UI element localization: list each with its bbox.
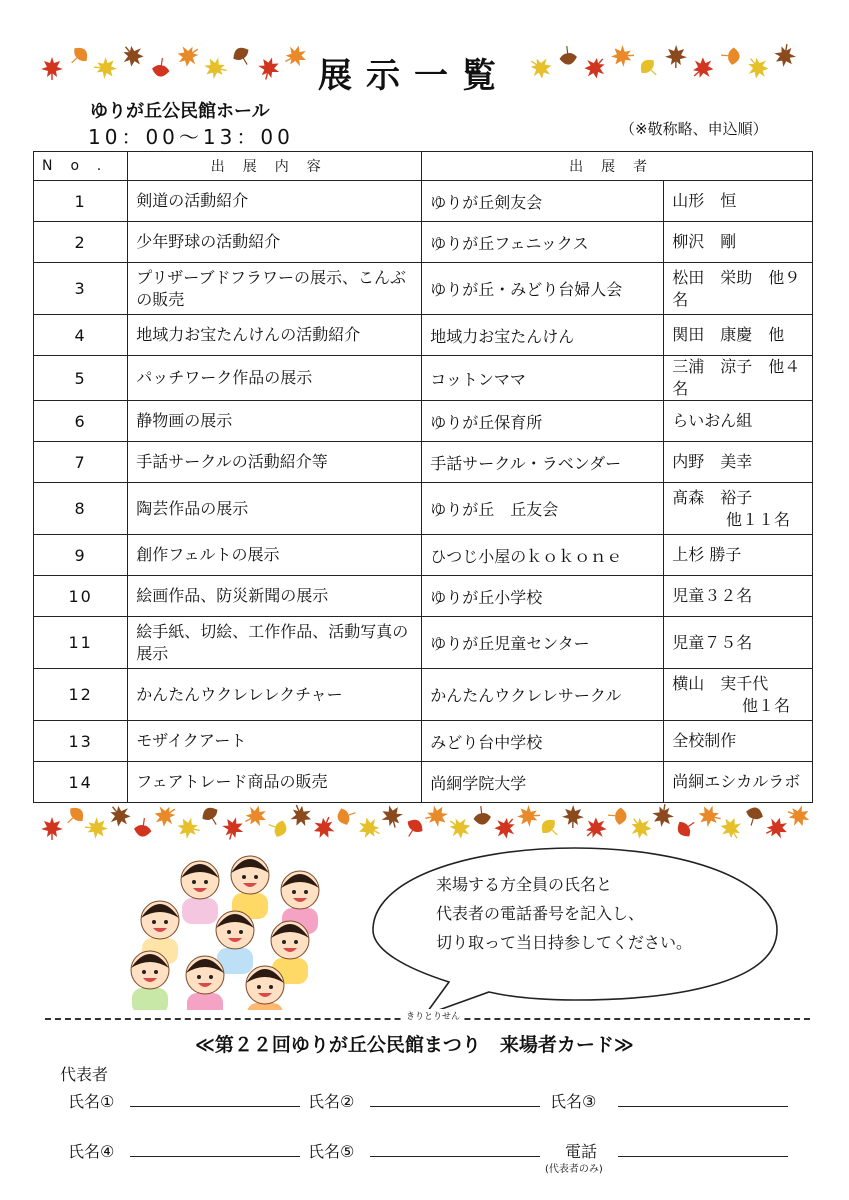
name2-field[interactable] xyxy=(370,1106,540,1107)
representative-name: 児童７５名 xyxy=(672,632,753,652)
autumn-leaf-icon xyxy=(203,56,227,84)
autumn-leaf-icon xyxy=(787,804,811,832)
row-content: 剣道の活動紹介 xyxy=(128,181,422,222)
table-row xyxy=(34,617,813,669)
row-representative xyxy=(664,721,813,762)
name4-field[interactable] xyxy=(130,1156,300,1157)
table-row xyxy=(34,535,813,576)
row-content: 地域力お宝たんけんの活動紹介 xyxy=(128,315,422,356)
table-body xyxy=(34,181,813,803)
ginkgo-leaf-icon xyxy=(149,56,173,84)
name2-label: 氏名② xyxy=(308,1092,355,1111)
bubble-line: 来場する方全員の氏名と xyxy=(436,875,613,894)
representative-name: らいおん組 xyxy=(672,411,753,430)
autumn-leaf-icon xyxy=(610,44,634,72)
row-content: 創作フェルトの展示 xyxy=(128,535,422,576)
autumn-leaf-icon xyxy=(257,56,281,84)
row-content: 絵画作品、防災新聞の展示 xyxy=(128,576,422,617)
table-row xyxy=(34,315,813,356)
row-content: フェアトレード商品の販売 xyxy=(128,762,422,803)
header-content: 出展内容 xyxy=(128,152,422,181)
row-representative xyxy=(664,181,813,222)
representative-name: 上杉 勝子 xyxy=(672,545,742,564)
row-representative xyxy=(664,222,813,263)
row-number: 10 xyxy=(34,576,128,617)
autumn-leaf-icon xyxy=(176,44,200,72)
row-number: 7 xyxy=(34,442,128,483)
page-title: 展示一覧 xyxy=(318,56,510,96)
row-organization: ゆりが丘児童センター xyxy=(422,617,664,669)
table-header-row xyxy=(34,152,813,181)
row-organization: かんたんウクレレサークル xyxy=(422,669,664,721)
row-organization: みどり台中学校 xyxy=(422,721,664,762)
row-number: 9 xyxy=(34,535,128,576)
name3-label: 氏名③ xyxy=(550,1092,597,1111)
bubble-line: 代表者の電話番号を記入し、 xyxy=(436,904,645,923)
autumn-leaf-icon xyxy=(108,804,132,832)
table-row xyxy=(34,401,813,442)
ginkgo-leaf-icon xyxy=(719,44,743,72)
venue-label: ゆりが丘公民館ホール xyxy=(90,101,270,122)
name5-field[interactable] xyxy=(370,1156,540,1157)
child-figure xyxy=(216,911,254,974)
row-organization: ゆりが丘剣友会 xyxy=(422,181,664,222)
row-content: 手話サークルの活動紹介等 xyxy=(128,442,422,483)
name1-label: 氏名① xyxy=(68,1092,115,1111)
row-representative xyxy=(664,617,813,669)
table-row xyxy=(34,483,813,535)
ginkgo-leaf-icon xyxy=(556,44,580,72)
autumn-leaf-icon xyxy=(94,56,118,84)
children-illustration xyxy=(105,835,345,1010)
row-organization: ゆりが丘小学校 xyxy=(422,576,664,617)
autumn-leaf-icon xyxy=(289,804,313,832)
representative-name: 全校制作 xyxy=(672,731,737,750)
autumn-leaf-icon xyxy=(284,44,308,72)
row-representative xyxy=(664,401,813,442)
row-representative xyxy=(664,576,813,617)
cut-label: きりとりせん xyxy=(402,1009,464,1022)
row-content: モザイクアート xyxy=(128,721,422,762)
name3-field[interactable] xyxy=(618,1106,788,1107)
row-number: 6 xyxy=(34,401,128,442)
representative-name: 柳沢 剛 xyxy=(672,232,737,251)
rep-label: 代表者 xyxy=(60,1065,109,1084)
row-organization: ゆりが丘・みどり台婦人会 xyxy=(422,263,664,315)
row-number: 2 xyxy=(34,222,128,263)
autumn-leaf-icon xyxy=(40,816,64,844)
representative-extra: 他１１名 xyxy=(725,509,790,529)
autumn-leaf-icon xyxy=(664,44,688,72)
phone-label: 電話 xyxy=(565,1142,598,1161)
row-number: 14 xyxy=(34,762,128,803)
child-figure xyxy=(181,861,219,924)
ginkgo-leaf-icon xyxy=(637,56,661,84)
table-row xyxy=(34,721,813,762)
bubble-line: 切り取って当日持参してください。 xyxy=(436,933,693,952)
row-representative xyxy=(664,762,813,803)
row-number: 4 xyxy=(34,315,128,356)
autumn-leaf-icon xyxy=(529,56,553,84)
table-row xyxy=(34,576,813,617)
child-figure xyxy=(231,856,269,919)
table-row xyxy=(34,762,813,803)
name4-label: 氏名④ xyxy=(68,1142,115,1161)
autumn-leaf-icon xyxy=(40,56,64,84)
autumn-leaf-icon xyxy=(153,804,177,832)
representative-name: 横山 実千代 xyxy=(672,673,769,693)
table-row xyxy=(34,181,813,222)
row-organization: ひつじ小屋のｋｏｋｏｎｅ xyxy=(422,535,664,576)
phone-note: (代表者のみ) xyxy=(545,1164,603,1175)
child-figure xyxy=(186,956,224,1010)
representative-name: 尚絅エシカルラボ xyxy=(672,772,801,791)
table-row xyxy=(34,442,813,483)
row-representative xyxy=(664,315,813,356)
row-number: 13 xyxy=(34,721,128,762)
autumn-leaf-icon xyxy=(121,44,145,72)
row-organization: ゆりが丘フェニックス xyxy=(422,222,664,263)
row-content: 少年野球の活動紹介 xyxy=(128,222,422,263)
phone-field[interactable] xyxy=(618,1156,788,1157)
row-number: 11 xyxy=(34,617,128,669)
row-number: 8 xyxy=(34,483,128,535)
row-number: 3 xyxy=(34,263,128,315)
representative-name: 関田 康慶 他 xyxy=(672,325,785,344)
row-number: 5 xyxy=(34,356,128,401)
bubble-text xyxy=(436,870,692,957)
exhibit-table xyxy=(33,151,813,803)
row-content: プリザーブドフラワーの展示、こんぶの販売 xyxy=(128,263,422,315)
autumn-leaf-icon xyxy=(773,44,797,72)
child-figure xyxy=(131,951,169,1010)
row-representative xyxy=(664,535,813,576)
representative-name: 児童３２名 xyxy=(672,586,753,605)
ginkgo-leaf-icon xyxy=(63,804,87,832)
representative-name: 山形 恒 xyxy=(672,191,737,210)
card-title: ≪第２２回ゆりが丘公民館まつり 来場者カード≫ xyxy=(195,1034,634,1056)
child-figure xyxy=(246,966,284,1010)
representative-name: 松田 栄助 他９名 xyxy=(672,267,801,309)
time-label: 10：00～13：00 xyxy=(88,125,294,149)
honorific-note: （※敬称略、申込順） xyxy=(620,120,768,138)
ginkgo-leaf-icon xyxy=(67,44,91,72)
table-row xyxy=(34,669,813,721)
row-representative xyxy=(664,483,813,535)
row-content: 絵手紙、切絵、工作作品、活動写真の展示 xyxy=(128,617,422,669)
table-row xyxy=(34,356,813,401)
row-number: 1 xyxy=(34,181,128,222)
row-organization: 手話サークル・ラベンダー xyxy=(422,442,664,483)
ginkgo-leaf-icon xyxy=(742,804,766,832)
representative-name: 三浦 涼子 他４名 xyxy=(672,357,801,398)
row-organization: ゆりが丘保育所 xyxy=(422,401,664,442)
row-content: かんたんウクレレレクチャー xyxy=(128,669,422,721)
header-no: No. xyxy=(34,152,128,181)
row-organization: ゆりが丘 丘友会 xyxy=(422,483,664,535)
header-exhibitor: 出展者 xyxy=(422,152,813,181)
divider-leaf-decoration xyxy=(40,800,820,840)
name5-label: 氏名⑤ xyxy=(308,1142,355,1161)
row-representative xyxy=(664,442,813,483)
row-organization: 尚絅学院大学 xyxy=(422,762,664,803)
row-content: パッチワーク作品の展示 xyxy=(128,356,422,401)
row-representative xyxy=(664,356,813,401)
row-number: 12 xyxy=(34,669,128,721)
autumn-leaf-icon xyxy=(746,56,770,84)
name1-field[interactable] xyxy=(130,1106,300,1107)
representative-extra: 他１名 xyxy=(741,695,790,715)
representative-name: 内野 美幸 xyxy=(672,452,753,471)
table-row xyxy=(34,222,813,263)
autumn-leaf-icon xyxy=(691,56,715,84)
row-organization: コットンママ xyxy=(422,356,664,401)
table-row xyxy=(34,263,813,315)
ginkgo-leaf-icon xyxy=(230,44,254,72)
representative-name: 髙森 裕子 xyxy=(672,487,753,507)
row-representative xyxy=(664,669,813,721)
row-content: 陶芸作品の展示 xyxy=(128,483,422,535)
row-organization: 地域力お宝たんけん xyxy=(422,315,664,356)
autumn-leaf-icon xyxy=(583,56,607,84)
row-representative xyxy=(664,263,813,315)
row-content: 静物画の展示 xyxy=(128,401,422,442)
